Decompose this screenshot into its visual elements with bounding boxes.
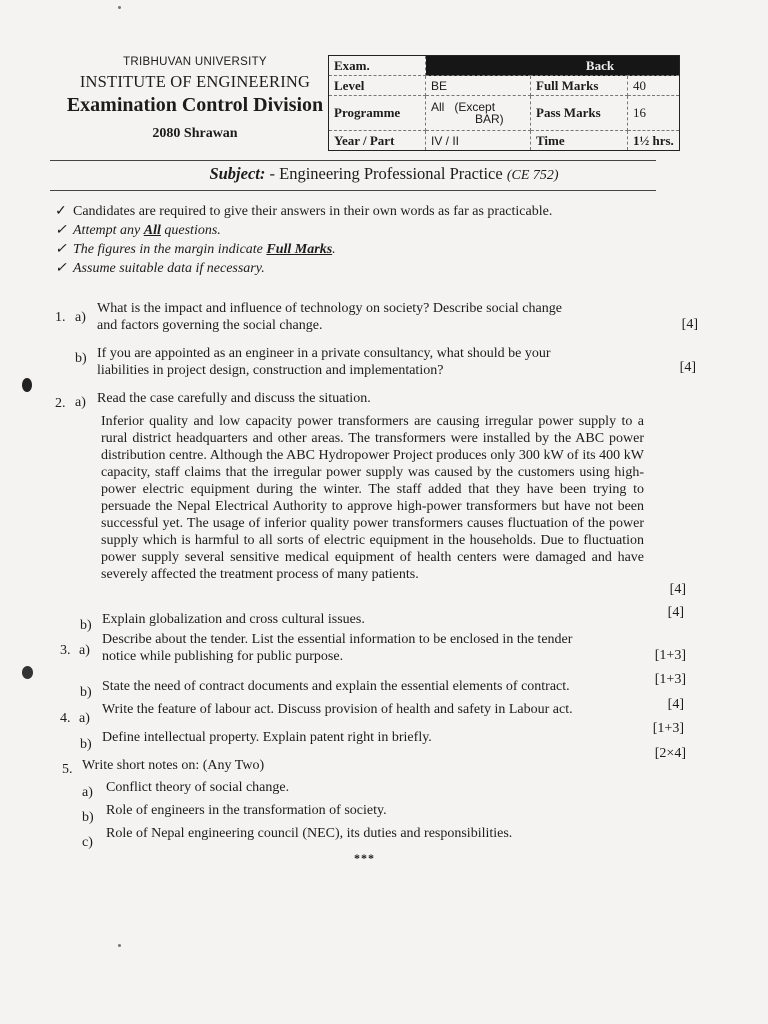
exam-label: Exam. [329, 56, 426, 76]
marks: [2×4] [654, 746, 686, 761]
subpart-label: a) [75, 310, 86, 325]
instruction-emphasis: All [143, 223, 161, 238]
programme-label: Programme [329, 96, 426, 131]
question-number: 4. [60, 711, 71, 726]
instruction-2 [55, 222, 221, 239]
question-text: If you are appointed as an engineer in a private consultancy, what should be your [97, 346, 551, 361]
instruction-text: Attempt any [73, 223, 141, 238]
subject-line [0, 164, 768, 184]
marks: [4] [669, 582, 686, 597]
subpart-label: b) [80, 737, 92, 752]
marks: [4] [667, 697, 684, 712]
question-1a [97, 300, 657, 334]
check-icon: ✓ [55, 261, 67, 276]
subpart-label: b) [80, 618, 92, 633]
subpart-label: a) [79, 643, 90, 658]
marks: [4] [679, 360, 696, 375]
exam-value: Back [426, 56, 680, 76]
subpart-label: b) [80, 685, 92, 700]
instruction-3 [55, 241, 336, 258]
level-label: Level [329, 76, 426, 96]
check-icon: ✓ [55, 242, 67, 257]
instruction-text: . [332, 242, 336, 257]
level-value: BE [426, 76, 531, 96]
instruction-text: The figures in the margin indicate [73, 242, 263, 257]
question-number: 3. [60, 643, 71, 658]
exam-session: 2080 Shrawan [152, 126, 238, 141]
programme-row [329, 96, 680, 131]
question-text: What is the impact and influence of technology on society? Describe social change [97, 301, 562, 316]
subject-name: Engineering Professional Practice [279, 164, 503, 183]
subpart-label: a) [75, 395, 86, 410]
division-name: Examination Control Division [66, 94, 324, 116]
speck [118, 6, 121, 9]
programme-value-except: (Except [454, 100, 496, 114]
full-marks-value: 40 [628, 76, 680, 96]
question-text: and factors governing the social change. [97, 318, 323, 333]
year-label: Year / Part [329, 131, 426, 151]
question-number: 1. [55, 310, 66, 325]
subpart-label: b) [82, 810, 94, 825]
question-5: Write short notes on: (Any Two) [82, 758, 265, 773]
case-study-paragraph: Inferior quality and low capacity power transformers are causing irregular power supply to a rural district headquarters and other areas. The transformers were installed by the ABC power distribution centre. Although the ABC Hydropower Project produces only 300 kW of its 400 kW capacity, staff claims that the irregular power supply was caused by the customers using high-power electric equipment during the winter. The staff added that they have been trying to persuade the Nepal Electrical Authority to approve high-power transformers but have not been successful yet. The usage of inferior quality power transformers causes fluctuation of the power supply which is harmful to all sorts of electric equipment in the households. Due to fluctuation power supply several sensitive medical equipment of health centers were damaged and have severely affected the treatment process of many patients. [101, 414, 644, 582]
end-mark: *** [354, 851, 375, 865]
question-text: liabilities in project design, construction and implementation? [97, 363, 444, 378]
level-row [329, 76, 680, 96]
time-value: 1½ hrs. [628, 131, 680, 151]
question-5c: Role of Nepal engineering council (NEC), its duties and responsibilities. [106, 826, 513, 841]
marks: [1+3] [652, 721, 684, 736]
instruction-text: Candidates are required to give their answers in their own words as far as practicable. [73, 204, 553, 219]
speck [118, 944, 121, 947]
subject-label: Subject: [209, 164, 266, 183]
punch-hole-mark [22, 378, 32, 392]
question-5b: Role of engineers in the transformation of society. [106, 803, 387, 818]
instruction-4 [55, 260, 265, 277]
question-number: 2. [55, 396, 66, 411]
header-divider-top [50, 160, 656, 161]
marks: [4] [681, 317, 698, 332]
header-divider-bottom [50, 190, 656, 191]
marks: [1+3] [654, 672, 686, 687]
question-text: notice while publishing for public purpose. [102, 649, 344, 664]
exam-row [329, 56, 680, 76]
question-3b: State the need of contract documents and explain the essential elements of contract. [102, 679, 570, 694]
question-1b [97, 345, 657, 379]
institute-name: INSTITUTE OF ENGINEERING [79, 72, 311, 91]
programme-value [426, 96, 531, 131]
question-4b: Define intellectual property. Explain patent right in briefly. [102, 730, 432, 745]
time-label: Time [531, 131, 628, 151]
pass-marks-value: 16 [628, 96, 680, 131]
subpart-label: b) [75, 351, 87, 366]
question-text: Describe about the tender. List the essential information to be enclosed in the tender [102, 632, 573, 647]
subpart-label: a) [79, 711, 90, 726]
programme-value-all: All [431, 100, 445, 114]
year-value: IV / II [426, 131, 531, 151]
instruction-1 [55, 203, 552, 220]
full-marks-label: Full Marks [531, 76, 628, 96]
subject-code: (CE 752) [506, 168, 559, 183]
question-2b: Explain globalization and cross cultural issues. [102, 612, 365, 627]
question-3a [102, 631, 662, 665]
exam-info-table [328, 55, 680, 151]
subpart-label: a) [82, 785, 93, 800]
marks: [1+3] [654, 648, 686, 663]
question-number: 5. [62, 762, 73, 777]
pass-marks-label: Pass Marks [531, 96, 628, 131]
marks: [4] [667, 605, 684, 620]
university-name: TRIBHUVAN UNIVERSITY [123, 56, 267, 68]
punch-hole-mark [22, 666, 33, 679]
year-row [329, 131, 680, 151]
subject-dash: - [265, 164, 280, 183]
instruction-text: questions. [164, 223, 221, 238]
question-2a: Read the case carefully and discuss the situation. [97, 391, 371, 406]
check-icon: ✓ [55, 204, 67, 219]
check-icon: ✓ [55, 223, 67, 238]
instruction-emphasis: Full Marks [266, 242, 333, 257]
programme-value-bar: BAR) [475, 112, 504, 126]
instruction-text: Assume suitable data if necessary. [73, 261, 265, 276]
question-5a: Conflict theory of social change. [106, 780, 290, 795]
question-4a: Write the feature of labour act. Discuss provision of health and safety in Labour act. [102, 702, 573, 717]
subpart-label: c) [82, 835, 93, 850]
